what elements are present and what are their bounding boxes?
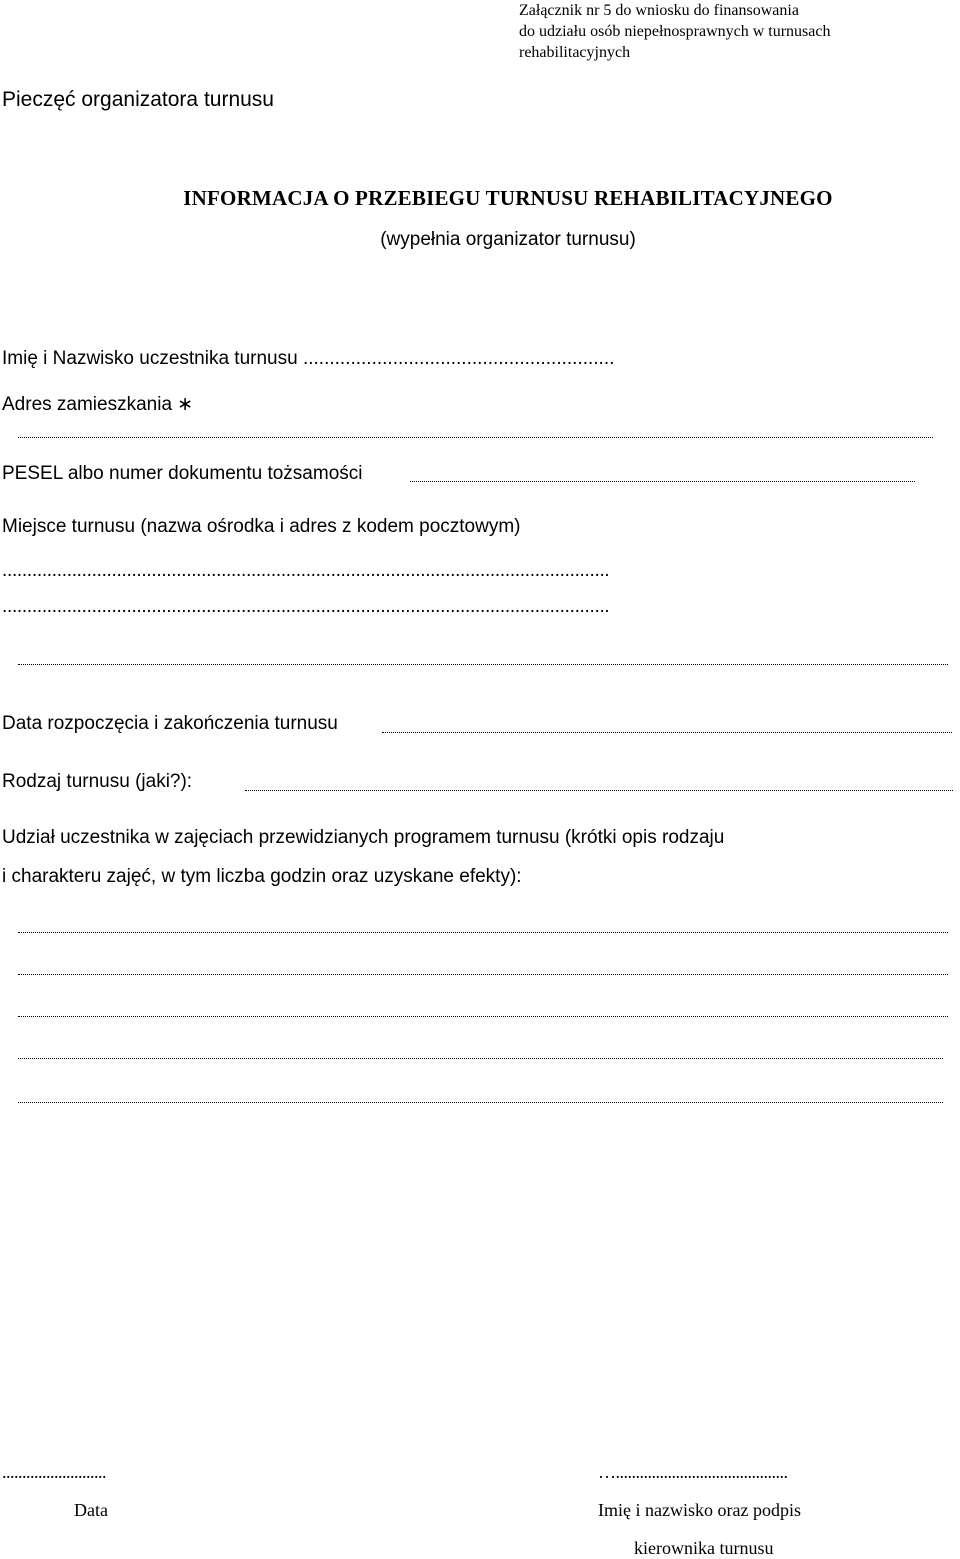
place-field-label: Miejsce turnusu (nazwa ośrodka i adres z kodem pocztowym) — [2, 516, 521, 537]
participation-fill-line-2 — [18, 974, 948, 975]
document-subtitle: (wypełnia organizator turnusu) — [380, 229, 636, 250]
annex-line-2: do udziału osób niepełnosprawnych w turnusach — [519, 23, 831, 40]
date-signature-dots: .......................... — [2, 1462, 106, 1482]
place-fill-line-3 — [18, 664, 948, 665]
manager-signature-label-1: Imię i nazwisko oraz podpis — [598, 1500, 801, 1520]
address-fill-line — [18, 437, 933, 438]
address-field-label: Adres zamieszkania ∗ — [2, 394, 194, 415]
place-fill-line-2: .......................................................................................................................... — [2, 596, 610, 617]
participation-fill-line-4 — [18, 1058, 943, 1059]
annex-note — [519, 0, 830, 63]
organizer-stamp-label: Pieczęć organizatora turnusu — [2, 88, 274, 111]
participation-label-line-1: Udział uczestnika w zajęciach przewidzianych programem turnusu (krótki opis rodzaju — [2, 827, 725, 848]
type-fill-line — [245, 790, 953, 791]
pesel-fill-line — [410, 481, 915, 482]
annex-line-3: rehabilitacyjnych — [519, 44, 631, 61]
participation-fill-line-1 — [18, 932, 948, 933]
date-signature-label: Data — [74, 1500, 108, 1520]
participation-fill-line-3 — [18, 1016, 948, 1017]
type-field-label: Rodzaj turnusu (jaki?): — [2, 771, 193, 792]
manager-signature-dots: …........................................... — [598, 1462, 788, 1482]
place-fill-line-1: .......................................................................................................................... — [2, 560, 610, 581]
manager-signature-label-2: kierownika turnusu — [634, 1538, 774, 1558]
dates-fill-line — [382, 732, 952, 733]
document-title: INFORMACJA O PRZEBIEGU TURNUSU REHABILITACYJNEGO — [183, 186, 833, 210]
pesel-field-label: PESEL albo numer dokumentu tożsamości — [2, 463, 363, 484]
annex-line-1: Załącznik nr 5 do wniosku do finansowania — [519, 2, 799, 19]
participation-label-line-2: i charakteru zajęć, w tym liczba godzin oraz uzyskane efekty): — [2, 866, 522, 887]
participant-name-field: Imię i Nazwisko uczestnika turnusu ........................................................... — [2, 348, 615, 369]
dates-field-label: Data rozpoczęcia i zakończenia turnusu — [2, 713, 338, 734]
participation-fill-line-5 — [18, 1102, 943, 1103]
